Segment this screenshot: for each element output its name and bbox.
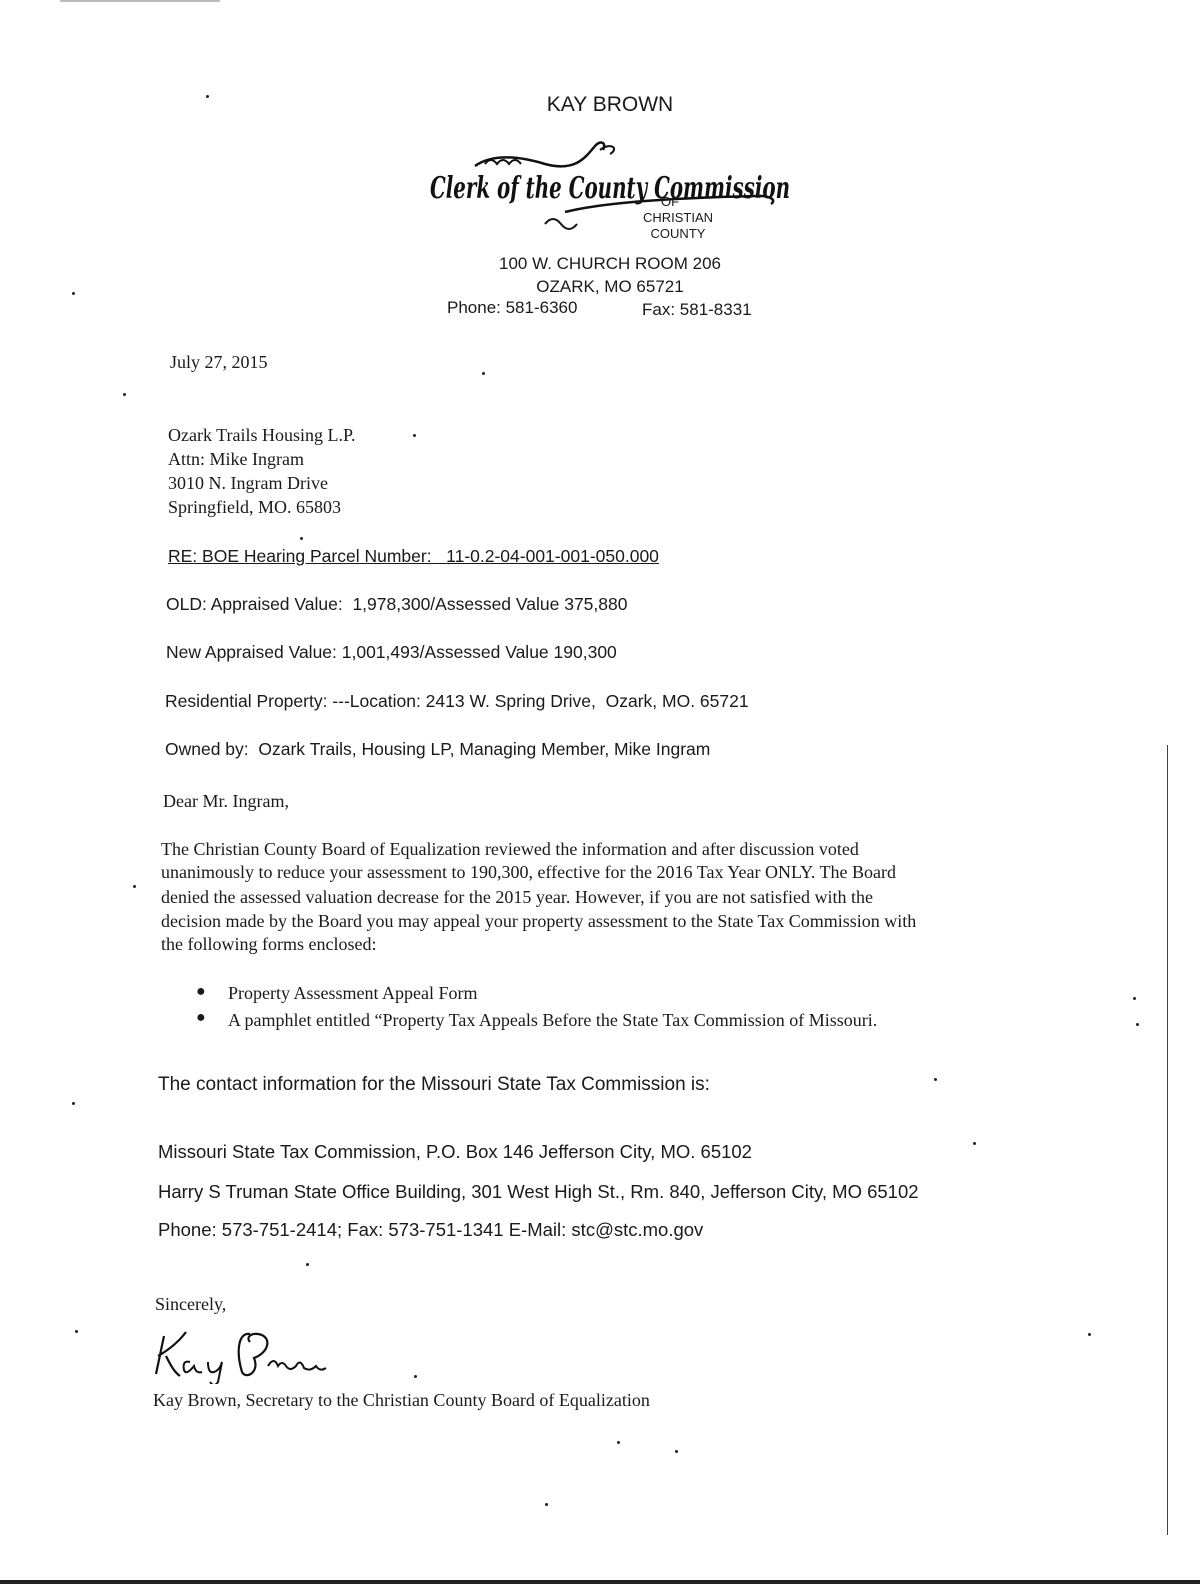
scan-speck	[675, 1450, 678, 1453]
scan-bottom-edge	[0, 1580, 1200, 1584]
scan-speck	[300, 537, 303, 540]
scan-edge-line	[1167, 745, 1168, 1535]
scan-speck	[413, 434, 416, 437]
scan-speck	[973, 1142, 976, 1145]
salutation: Dear Mr. Ingram,	[163, 791, 289, 811]
phone: Phone: 581-6360	[447, 298, 578, 317]
address-line1: 100 W. CHURCH ROOM 206	[499, 254, 721, 273]
scan-speck	[123, 393, 126, 396]
scan-speck	[545, 1503, 548, 1506]
letterhead-name: KAY BROWN	[546, 93, 674, 116]
scan-speck	[482, 372, 485, 375]
paragraph-line: decision made by the Board you may appeal your property assessment to the State Tax Commission with	[161, 911, 917, 931]
paragraph-line: The Christian County Board of Equalization reviewed the information and after discussion voted	[161, 839, 859, 859]
re-line: RE: BOE Hearing Parcel Number: 11-0.2-04-001-001-050.000	[168, 546, 659, 566]
contact-line: Harry S Truman State Office Building, 301 West High St., Rm. 840, Jefferson City, MO 65102	[158, 1181, 919, 1202]
bullet-icon: ●	[196, 983, 206, 1000]
recipient-street: 3010 N. Ingram Drive	[168, 473, 328, 493]
new-value: New Appraised Value: 1,001,493/Assessed Value 190,300	[166, 642, 617, 662]
scan-speck	[306, 1263, 309, 1266]
signature	[150, 1322, 350, 1384]
scan-speck	[617, 1441, 620, 1444]
bullet-item: A pamphlet entitled “Property Tax Appeals Before the State Tax Commission of Missouri.	[228, 1010, 878, 1030]
contact-line: Missouri State Tax Commission, P.O. Box 146 Jefferson City, MO. 65102	[158, 1141, 752, 1162]
clerk-logo	[425, 128, 795, 248]
paragraph-line: unanimously to reduce your assessment to 190,300, effective for the 2016 Tax Year ONLY. The Board	[161, 862, 896, 882]
letter-date: July 27, 2015	[170, 352, 268, 372]
owned-by: Owned by: Ozark Trails, Housing LP, Managing Member, Mike Ingram	[165, 739, 711, 759]
paragraph-line: denied the assessed valuation decrease for the 2015 year. However, if you are not satisfied with the	[161, 887, 874, 907]
fax: Fax: 581-8331	[642, 300, 752, 319]
svg-text:Clerk of the County Commission: Clerk of the County Commission	[430, 171, 790, 206]
scan-speck	[1133, 997, 1136, 1000]
scan-speck	[75, 1330, 78, 1333]
scan-speck	[72, 1102, 75, 1105]
property-location: Residential Property: ---Location: 2413 W. Spring Drive, Ozark, MO. 65721	[165, 691, 749, 711]
logo-county-line2: COUNTY	[650, 226, 706, 241]
scan-speck	[1088, 1333, 1091, 1336]
contact-intro: The contact information for the Missouri State Tax Commission is:	[158, 1074, 710, 1095]
address-line2: OZARK, MO 65721	[536, 277, 684, 296]
bullet-icon: ●	[196, 1009, 206, 1026]
scan-artifact-top	[60, 0, 220, 2]
scan-speck	[1136, 1023, 1139, 1026]
old-value: OLD: Appraised Value: 1,978,300/Assessed Value 375,880	[166, 594, 628, 614]
signature-block: Kay Brown, Secretary to the Christian County Board of Equalization	[153, 1390, 650, 1410]
bullet-item: Property Assessment Appeal Form	[228, 983, 478, 1003]
scan-speck	[934, 1078, 937, 1081]
logo-county-line1: CHRISTIAN	[642, 210, 714, 225]
scan-speck	[133, 885, 136, 888]
scan-speck	[72, 292, 75, 295]
recipient-city: Springfield, MO. 65803	[168, 497, 341, 517]
recipient-name: Ozark Trails Housing L.P.	[168, 425, 356, 445]
scan-speck	[414, 1375, 417, 1378]
contact-line: Phone: 573-751-2414; Fax: 573-751-1341 E-Mail: stc@stc.mo.gov	[158, 1219, 704, 1240]
closing: Sincerely,	[155, 1294, 227, 1314]
scan-speck	[206, 95, 209, 98]
paragraph-line: the following forms enclosed:	[161, 934, 377, 954]
logo-of: OF	[660, 194, 680, 209]
recipient-attn: Attn: Mike Ingram	[168, 449, 304, 469]
